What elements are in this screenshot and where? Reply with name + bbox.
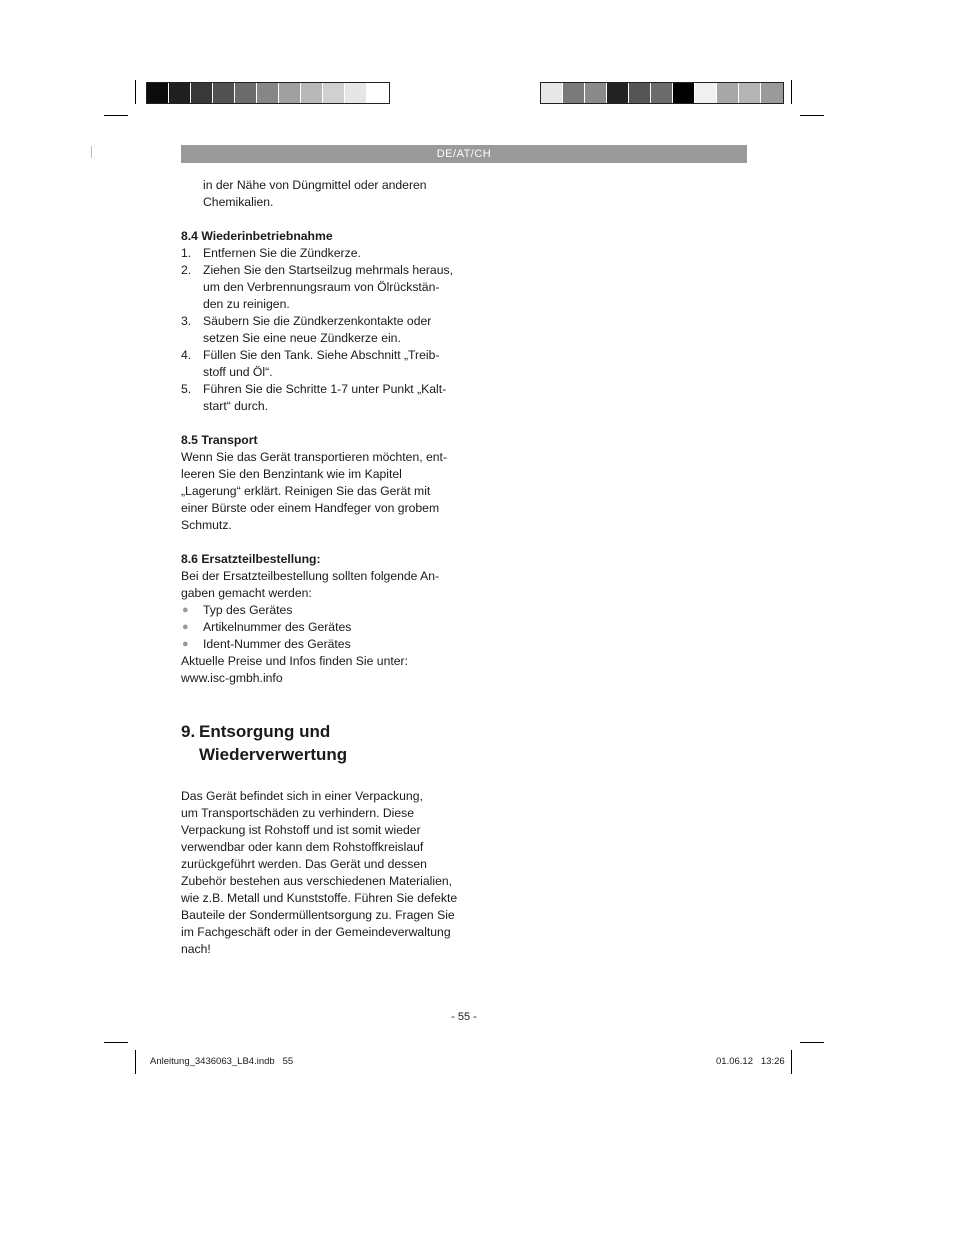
color-swatch: [585, 83, 607, 103]
intro-line: Chemikalien.: [203, 195, 274, 209]
list-item-line: um den Verbrennungsraum von Ölrückstän-: [203, 280, 440, 294]
section-heading-9: [181, 720, 461, 766]
bullet-text: Artikelnummer des Gerätes: [203, 620, 352, 634]
list-item-number: 4.: [181, 348, 192, 362]
paragraph-line: zurückgeführt werden. Das Gerät und dessen: [181, 857, 427, 871]
section-heading-8-5: 8.5 Transport: [181, 433, 258, 447]
bullet-item: [181, 636, 461, 653]
crop-mark-top-left-vertical: [135, 80, 136, 104]
paragraph-line: verwendbar oder kann dem Rohstoffkreislauf: [181, 840, 424, 854]
bullet-text: Typ des Gerätes: [203, 603, 293, 617]
paragraph-line: Aktuelle Preise und Infos finden Sie unter:: [181, 654, 408, 668]
section-number: 9.: [181, 722, 196, 741]
list-item-line: setzen Sie eine neue Zündkerze ein.: [203, 331, 401, 345]
color-swatch: [761, 83, 783, 103]
color-swatch: [673, 83, 695, 103]
list-item-line: Entfernen Sie die Zündkerze.: [203, 246, 361, 260]
info-paragraph: [181, 653, 461, 687]
paragraph-line: „Lagerung“ erklärt. Reinigen Sie das Gerät mit: [181, 484, 431, 498]
color-swatch: [695, 83, 717, 103]
page-number: - 55 -: [451, 1011, 477, 1023]
paragraph-line: Verpackung ist Rohstoff und ist somit wieder: [181, 823, 421, 837]
color-swatch: [147, 83, 169, 103]
list-item: [181, 381, 461, 415]
bullet-icon: ●: [182, 638, 189, 650]
color-swatch: [563, 83, 585, 103]
crop-mark-bottom-left-vertical: [135, 1050, 136, 1074]
list-item-line: den zu reinigen.: [203, 297, 290, 311]
color-swatch: [607, 83, 629, 103]
list-item-line: Füllen Sie den Tank. Siehe Abschnitt „Treib-: [203, 348, 440, 362]
margin-tick: [91, 146, 92, 158]
crop-mark-top-right-horizontal: [800, 115, 824, 116]
color-swatch: [279, 83, 301, 103]
paragraph-line: gaben gemacht werden:: [181, 586, 312, 600]
paragraph-line: im Fachgeschäft oder in der Gemeindeverwaltung: [181, 925, 451, 939]
list-item-line: Ziehen Sie den Startseilzug mehrmals heraus,: [203, 263, 453, 277]
list-item-number: 5.: [181, 382, 192, 396]
intro-line: in der Nähe von Düngmittel oder anderen: [203, 178, 427, 192]
footer-date: 01.06.12 13:26: [716, 1056, 785, 1067]
paragraph-line: einer Bürste oder einem Handfeger von grobem: [181, 501, 440, 515]
bullet-icon: ●: [182, 604, 189, 616]
crop-mark-bottom-right-horizontal: [800, 1042, 824, 1043]
transport-paragraph: [181, 449, 461, 534]
section-heading-8-6: 8.6 Ersatzteilbestellung:: [181, 552, 321, 566]
list-item: [181, 347, 461, 381]
list-item: [181, 245, 461, 262]
website-link[interactable]: www.isc-gmbh.info: [181, 671, 283, 685]
list-item: [181, 313, 461, 347]
color-swatch: [257, 83, 279, 103]
crop-mark-top-left-horizontal: [104, 115, 128, 116]
list-item-line: start“ durch.: [203, 399, 269, 413]
color-swatch: [191, 83, 213, 103]
color-swatch: [301, 83, 323, 103]
color-swatch: [235, 83, 257, 103]
color-swatch: [541, 83, 563, 103]
registration-bar-left: [146, 82, 390, 104]
region-label: DE/AT/CH: [436, 148, 492, 160]
main-column: [181, 177, 461, 958]
paragraph-line: Zubehör bestehen aus verschiedenen Materialien,: [181, 874, 453, 888]
list-item: [181, 262, 461, 313]
color-swatch: [629, 83, 651, 103]
color-swatch: [213, 83, 235, 103]
color-swatch: [739, 83, 761, 103]
paragraph-line: um Transportschäden zu verhindern. Diese: [181, 806, 415, 820]
color-swatch: [345, 83, 367, 103]
footer-file-name: Anleitung_3436063_LB4.indb 55: [150, 1056, 294, 1067]
list-item-line: stoff und Öl“.: [203, 365, 273, 379]
color-swatch: [323, 83, 345, 103]
steps-list: [181, 245, 461, 415]
section-title-line: Wiederverwertung: [199, 745, 348, 764]
bullet-item: [181, 619, 461, 636]
paragraph-line: Bauteile der Sondermüllentsorgung zu. Fragen Sie: [181, 908, 455, 922]
list-item-number: 3.: [181, 314, 192, 328]
paragraph-line: Bei der Ersatzteilbestellung sollten folgende An-: [181, 569, 440, 583]
paragraph-line: Wenn Sie das Gerät transportieren möchten, ent-: [181, 450, 448, 464]
crop-mark-bottom-left-horizontal: [104, 1042, 128, 1043]
paragraph-line: Das Gerät befindet sich in einer Verpackung,: [181, 789, 423, 803]
disposal-paragraph: [181, 788, 471, 958]
list-item-line: Führen Sie die Schritte 1-7 unter Punkt „Kalt-: [203, 382, 447, 396]
color-swatch: [651, 83, 673, 103]
region-header-bar: [181, 145, 747, 163]
section-heading-8-4: 8.4 Wiederinbetriebnahme: [181, 229, 333, 243]
section-title-line: Entsorgung und: [199, 722, 331, 741]
list-item-line: Säubern Sie die Zündkerzenkontakte oder: [203, 314, 432, 328]
intro-text: [181, 177, 461, 211]
color-swatch: [717, 83, 739, 103]
list-item-number: 1.: [181, 246, 192, 260]
bullet-icon: ●: [182, 621, 189, 633]
list-item-number: 2.: [181, 263, 192, 277]
color-swatch: [169, 83, 191, 103]
paragraph-line: wie z.B. Metall und Kunststoffe. Führen Sie defekte: [181, 891, 458, 905]
paragraph-line: leeren Sie den Benzintank wie im Kapitel: [181, 467, 402, 481]
registration-bar-right: [540, 82, 784, 104]
crop-mark-bottom-right-vertical: [791, 1050, 792, 1074]
paragraph-line: Schmutz.: [181, 518, 232, 532]
paragraph-line: nach!: [181, 942, 211, 956]
bullet-item: [181, 602, 461, 619]
spare-parts-paragraph: [181, 568, 461, 602]
color-swatch: [367, 83, 389, 103]
bullet-list: [181, 602, 461, 653]
bullet-text: Ident-Nummer des Gerätes: [203, 637, 351, 651]
crop-mark-top-right-vertical: [791, 80, 792, 104]
